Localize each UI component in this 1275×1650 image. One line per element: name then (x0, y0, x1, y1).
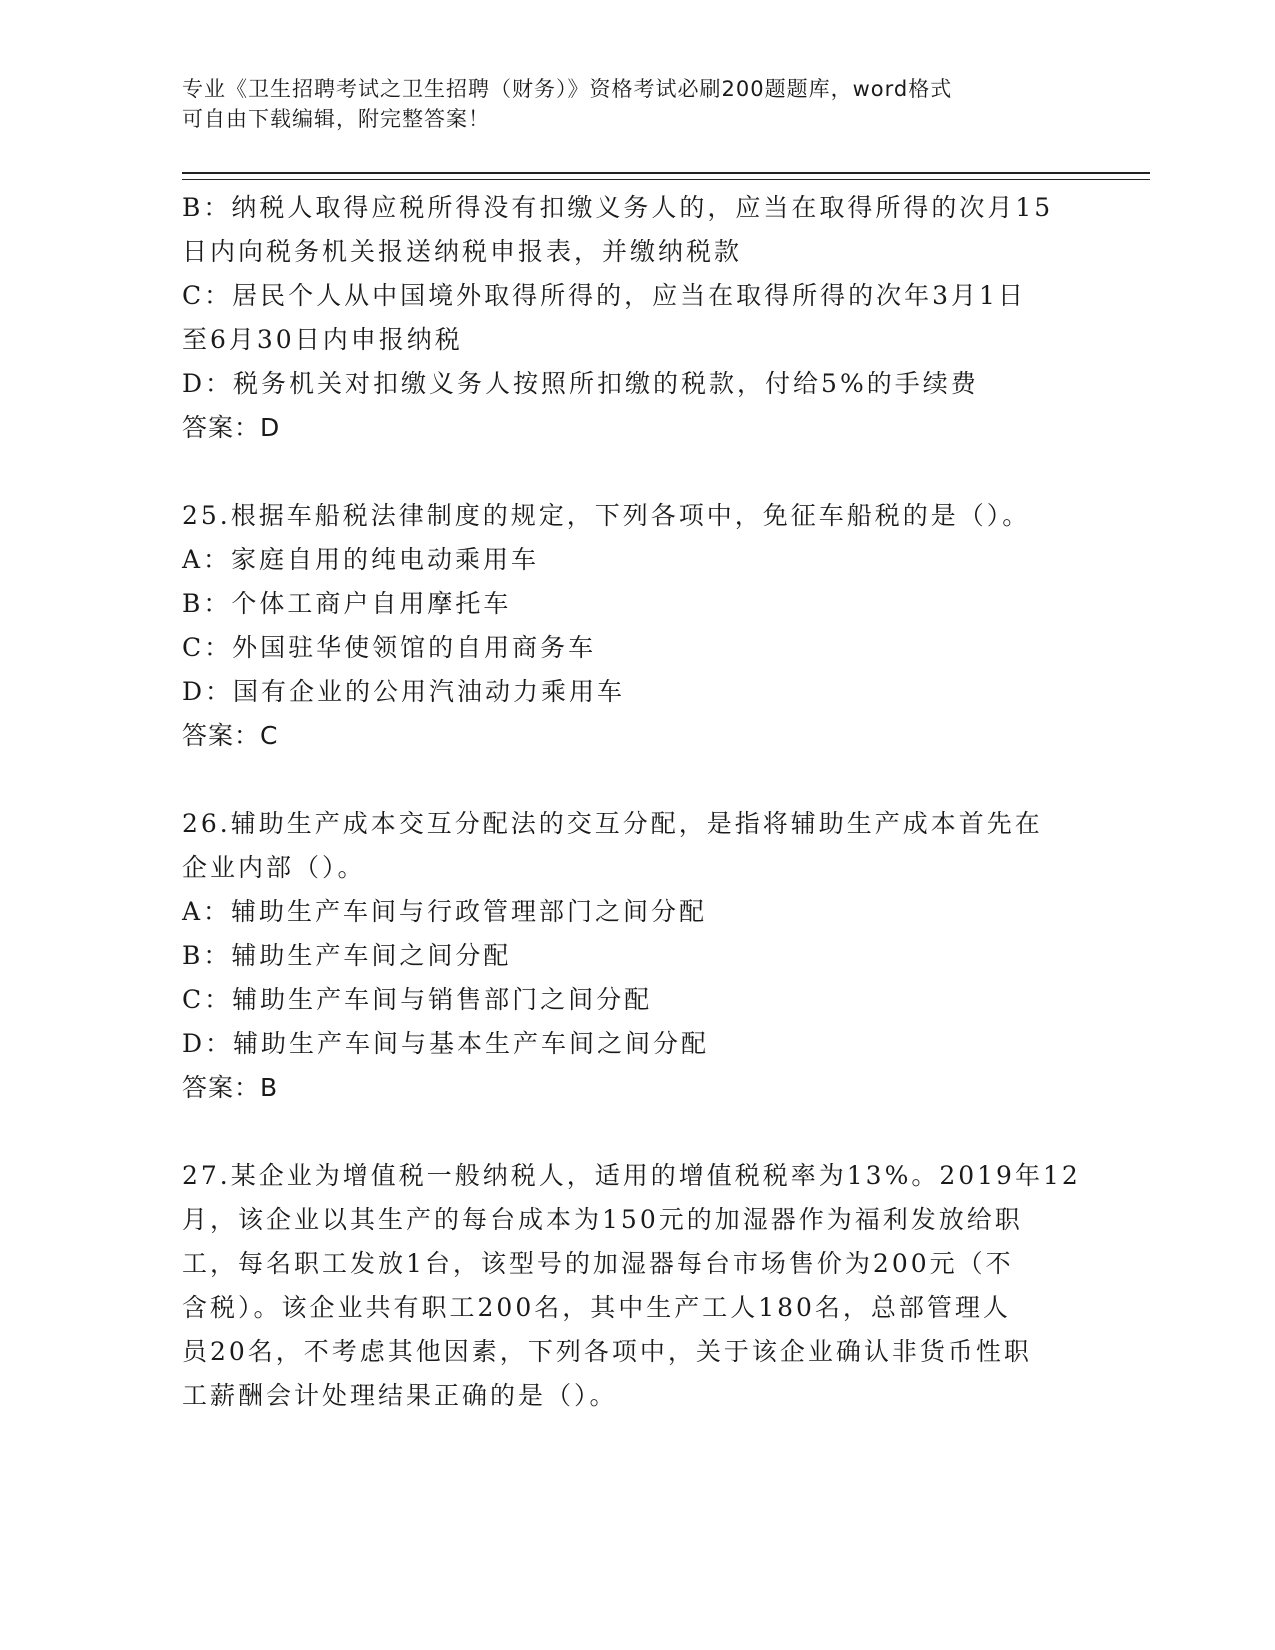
option-b-line-1: B：纳税人取得应税所得没有扣缴义务人的，应当在取得所得的次月15 (182, 193, 1054, 222)
header-rule-thick (182, 172, 1150, 174)
header-rule-thin (182, 179, 1150, 180)
question-content (182, 186, 1081, 1418)
option-b-line-2: 日内向税务机关报送纳税申报表，并缴纳税款 (182, 237, 743, 266)
answer-label: 答案：B (182, 1073, 279, 1102)
option-c-line-2: 至6月30日内申报纳税 (182, 325, 463, 354)
question-stem-line-1: 26.辅助生产成本交互分配法的交互分配，是指将辅助生产成本首先在 (182, 809, 1043, 838)
option-c: C：辅助生产车间与销售部门之间分配 (182, 985, 653, 1014)
option-c-line-1: C：居民个人从中国境外取得所得的，应当在取得所得的次年3月1日 (182, 281, 1026, 310)
answer-label: 答案：D (182, 413, 281, 442)
option-a: A：辅助生产车间与行政管理部门之间分配 (182, 897, 708, 926)
header-title-line-2: 可自由下载编辑，附完整答案！ (182, 107, 490, 131)
question-stem: 25.根据车船税法律制度的规定，下列各项中，免征车船税的是（）。 (182, 501, 1031, 530)
spacer (182, 450, 1062, 494)
spacer (182, 758, 1062, 802)
question-stem-line-4: 含税）。该企业共有职工200名，其中生产工人180名，总部管理人 (182, 1293, 1011, 1322)
question-block-26 (182, 802, 1062, 1110)
question-stem-line-1: 27.某企业为增值税一般纳税人，适用的增值税税率为13%。2019年12 (182, 1161, 1081, 1190)
question-stem-line-6: 工薪酬会计处理结果正确的是（）。 (182, 1381, 618, 1410)
option-b: B：个体工商户自用摩托车 (182, 589, 512, 618)
option-a: A：家庭自用的纯电动乘用车 (182, 545, 540, 574)
option-d: D：国有企业的公用汽油动力乘用车 (182, 677, 626, 706)
document-header (182, 74, 1042, 134)
question-stem-line-2: 月，该企业以其生产的每台成本为150元的加湿器作为福利发放给职 (182, 1205, 1023, 1234)
option-c: C：外国驻华使领馆的自用商务车 (182, 633, 597, 662)
option-d: D：辅助生产车间与基本生产车间之间分配 (182, 1029, 710, 1058)
header-title-line-1: 专业《卫生招聘考试之卫生招聘（财务）》资格考试必刷200题题库，word格式 (182, 77, 953, 101)
option-b: B：辅助生产车间之间分配 (182, 941, 512, 970)
question-block-24 (182, 186, 1062, 450)
question-stem-line-3: 工，每名职工发放1台，该型号的加湿器每台市场售价为200元（不 (182, 1249, 1014, 1278)
spacer (182, 1110, 1062, 1154)
option-d: D：税务机关对扣缴义务人按照所扣缴的税款，付给5%的手续费 (182, 369, 979, 398)
question-stem-line-2: 企业内部（）。 (182, 853, 366, 882)
question-block-27 (182, 1154, 1081, 1418)
question-stem-line-5: 员20名，不考虑其他因素，下列各项中，关于该企业确认非货币性职 (182, 1337, 1032, 1366)
answer-label: 答案：C (182, 721, 279, 750)
question-block-25 (182, 494, 1062, 758)
